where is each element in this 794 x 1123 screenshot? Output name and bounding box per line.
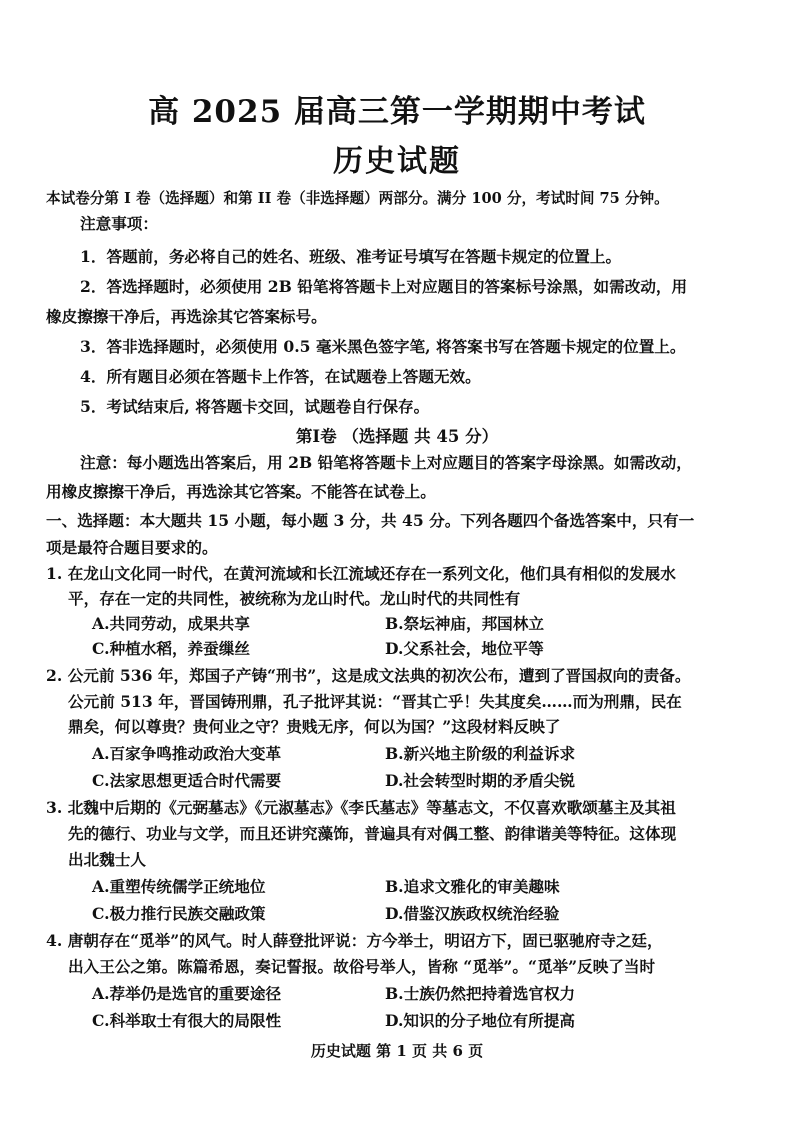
page-footer: 历史试题 第 1 页 共 6 页	[310, 1042, 484, 1060]
question-2-text: 2. 公元前 536 年，郑国子产铸“刑书”，这是成文法典的初次公布，遭到了晋国叔向的责备。	[46, 666, 691, 685]
question-4-option-d: D.知识的分子地位有所提高	[385, 1011, 575, 1030]
question-3-option-c: C.极力推行民族交融政策	[92, 904, 266, 923]
notice-item: 橡皮擦擦干净后，再选涂其它答案标号。	[46, 307, 327, 326]
exam-title: 高 2025 届高三第一学期期中考试	[148, 94, 646, 130]
question-4-text: 出入王公之第。陈篇希恩，奏记誓报。故俗号举人，皆称 “觅举”。“觅举”反映了当时	[68, 957, 656, 976]
notice-heading: 注意事项：	[80, 214, 158, 233]
exam-subject: 历史试题	[333, 144, 461, 179]
notice-item: 1．答题前，务必将自己的姓名、班级、准考证号填写在答题卡规定的位置上。	[80, 247, 622, 266]
question-3-option-b: B.追求文雅化的审美趣味	[385, 877, 560, 896]
section-heading: 第Ⅰ卷 （选择题 共 45 分）	[295, 427, 499, 446]
section-instruction: 项是最符合题目要求的。	[46, 538, 218, 557]
question-3-option-d: D.借鉴汉族政权统治经验	[385, 904, 560, 923]
question-1-option-d: D.父系社会，地位平等	[385, 639, 544, 658]
question-1-option-a: A.共同劳动，成果共享	[92, 614, 250, 633]
question-1-option-c: C.种植水稻，养蚕缫丝	[92, 639, 250, 658]
question-1-option-b: B.祭坛神庙，邦国林立	[385, 614, 544, 633]
question-4-option-c: C.科举取士有很大的局限性	[92, 1011, 282, 1030]
section-note: 注意：每小题选出答案后，用 2B 铅笔将答题卡上对应题目的答案字母涂黑。如需改动，	[80, 453, 692, 472]
notice-item: 5．考试结束后, 将答题卡交回，试题卷自行保存。	[80, 397, 430, 416]
question-1-text: 1. 在龙山文化同一时代，在黄河流域和长江流域还存在一系列文化，他们具有相似的发展水	[46, 564, 676, 583]
question-1-text: 平，存在一定的共同性，被统称为龙山时代。龙山时代的共同性有	[68, 589, 521, 608]
question-2-text: 鼎矣，何以尊贵？贵何业之守？贵贱无序，何以为国？”这段材料反映了	[68, 717, 561, 736]
question-2-option-c: C.法家思想更适合时代需要	[92, 771, 282, 790]
question-3-option-a: A.重塑传统儒学正统地位	[92, 877, 266, 896]
notice-item: 3．答非选择题时，必须使用 0.5 毫米黑色签字笔, 将答案书写在答题卡规定的位置上。	[80, 337, 686, 356]
question-2-option-d: D.社会转型时期的矛盾尖锐	[385, 771, 575, 790]
question-4-option-a: A.荐举仍是选官的重要途径	[92, 984, 282, 1003]
question-3-text: 3. 北魏中后期的《元弼墓志》《元淑墓志》《李氏墓志》等墓志文，不仅喜欢歌颂墓主及其祖	[46, 798, 676, 817]
section-note: 用橡皮擦擦干净后，再选涂其它答案。不能答在试卷上。	[46, 482, 436, 501]
question-2-option-a: A.百家争鸣推动政治大变革	[92, 744, 282, 763]
section-instruction: 一、选择题：本大题共 15 小题，每小题 3 分，共 45 分。下列各题四个备选答案中，只有一	[46, 511, 695, 530]
question-4-text: 4. 唐朝存在“觅举”的风气。时人薛登批评说：方今举士，明诏方下，固已驱驰府寺之廷，	[46, 931, 663, 950]
notice-item: 4．所有题目必须在答题卡上作答，在试题卷上答题无效。	[80, 367, 481, 386]
question-4-option-b: B.士族仍然把持着选官权力	[385, 984, 576, 1003]
exam-intro: 本试卷分第 I 卷（选择题）和第 II 卷（非选择题）两部分。满分 100 分，考试时间 75 分钟。	[46, 190, 669, 207]
question-2-text: 公元前 513 年，晋国铸刑鼎，孔子批评其说：“晋其亡乎！失其度矣……而为刑鼎，民在	[68, 692, 682, 711]
notice-item: 2．答选择题时，必须使用 2B 铅笔将答题卡上对应题目的答案标号涂黑，如需改动，用	[80, 277, 688, 296]
question-3-text: 先的德行、功业与文学，而且还讲究藻饰，普遍具有对偶工整、韵律谐美等特征。这体现	[68, 824, 677, 843]
question-2-option-b: B.新兴地主阶级的利益诉求	[385, 744, 576, 763]
question-3-text: 出北魏士人	[68, 850, 146, 869]
